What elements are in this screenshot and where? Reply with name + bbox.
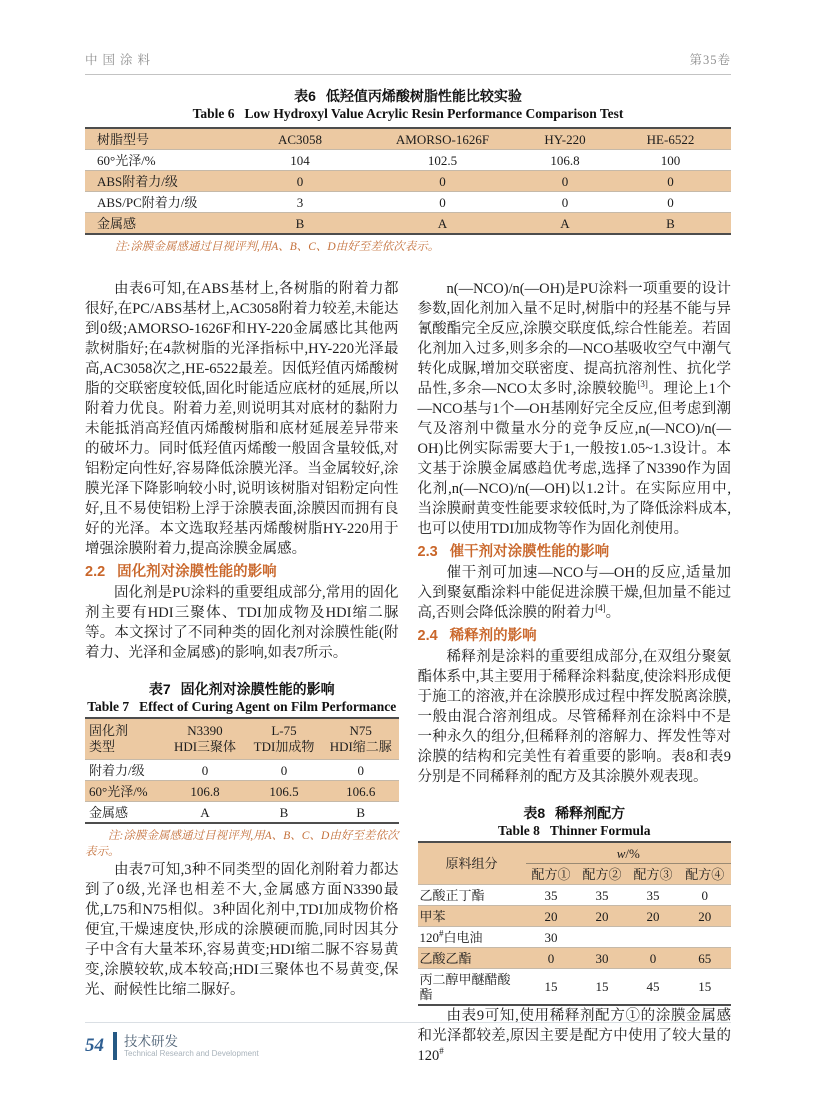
table-cell: A xyxy=(365,213,520,235)
table6-title-cn-label: 表6 xyxy=(294,88,316,104)
table-cell: 15 xyxy=(698,979,712,994)
table-cell: 0 xyxy=(365,171,520,192)
table-cell: 20 xyxy=(628,906,679,927)
table-cell: 固化剂 类型 xyxy=(85,718,165,760)
table-cell: N3390 HDI三聚体 xyxy=(165,718,245,760)
table8-title-en-text: Thinner Formula xyxy=(549,823,651,838)
table6-title-cn xyxy=(85,88,731,105)
table-cell: 106.8 xyxy=(165,781,245,802)
section-title: 稀释剂的影响 xyxy=(449,628,537,644)
running-header xyxy=(85,50,731,75)
table6-title-en xyxy=(85,105,731,122)
table6-title-en-label: Table 6 xyxy=(192,106,235,121)
table-cell: 配方① xyxy=(526,864,577,885)
table-cell: 0 xyxy=(610,171,731,192)
table-row xyxy=(418,906,732,927)
table7-titles xyxy=(85,681,399,715)
paragraph: 稀释剂是涂料的重要组成部分,在双组分聚氨酯体系中,其主要用于稀释涂料黏度,使涂料形成便于施工的溶液,并在涂膜形成过程中挥发脱离涂膜,一般由混合溶剂组成。尽管稀释剂在涂料中不是一种永久的组分,但稀释剂的溶解力、挥发性等对涂膜的结构和完美性有着重要的影响。表8和表9分别是不同稀释剂的配方及其涂膜外观表现。 xyxy=(417,649,731,785)
table-cell: ABS/PC附着力/级 xyxy=(85,192,235,213)
right-column xyxy=(418,279,732,1066)
journal-name: 中国涂料 xyxy=(85,53,156,67)
paragraph: 由表6可知,在ABS基材上,各树脂的附着力都很好,在PC/ABS基材上,AC3058附着力较差,未能达到0级;AMORSO-1626F和HY-220金属感比其他两款树脂好;在4款树脂的光泽指标中,HY-220光泽最高,AC3058次之,HE-6522最差。因低羟值丙烯酸树脂的交联密度较低,固化时能适应底材的延展,所以附着力优良。附着力差,则说明其对底材的黏附力未能抵消高羟值丙烯酸树脂和底材延展差异带来的破坏力。同时低羟值丙烯酸一般固含量较低,对铝粉定向性好,容易降低涂膜光泽。当金属较好,涂膜光泽下降影响较小时,说明该树脂对铝粉定向性好,且不易使铝粉上浮于涂膜表面,涂膜因而拥有良好的光泽。本文选取羟基丙烯酸树脂HY-220用于增强涂膜附着力,提高涂膜金属感。 xyxy=(85,281,399,557)
section-number: 2.3 xyxy=(417,544,438,560)
table-cell: HE-6522 xyxy=(610,128,731,150)
table7-title-cn xyxy=(85,681,399,698)
table6-titles xyxy=(85,88,731,122)
citation-4: [4] xyxy=(595,603,606,614)
table-cell: 60°光泽/% xyxy=(85,150,235,171)
table-cell: 106.6 xyxy=(323,781,399,802)
table-cell: A xyxy=(520,213,610,235)
table-cell: N75 HDI缩二脲 xyxy=(323,718,399,760)
table6-note: 注:涂膜金属感通过目视评判,用A、B、C、D由好至差依次表示。 xyxy=(115,241,440,253)
table7-title-en-label: Table 7 xyxy=(87,699,130,714)
table-row xyxy=(85,213,731,235)
table-cell: 0 xyxy=(526,948,577,969)
table-cell: 120#白电油 xyxy=(418,927,526,948)
table-cell xyxy=(679,927,732,948)
section-number: 2.2 xyxy=(85,564,106,580)
paragraph: 由表9可知,使用稀释剂配方①的涂膜金属感和光泽都较差,原因主要是配方中使用了较大量的120# xyxy=(417,1008,731,1064)
table-cell: 20 xyxy=(679,906,732,927)
table-cell: 60°光泽/% xyxy=(85,781,165,802)
table-cell: B xyxy=(356,804,366,820)
superscript-hash: # xyxy=(439,1046,444,1057)
body-columns xyxy=(85,279,731,1066)
table8-titles xyxy=(418,805,732,839)
footer-section-cn: 技术研发 xyxy=(124,1033,178,1049)
table-row xyxy=(85,802,399,824)
table-cell: ABS附着力/级 xyxy=(85,171,235,192)
table-cell: HY-220 xyxy=(520,128,610,150)
table6-title-cn-text: 低羟值丙烯酸树脂性能比较实验 xyxy=(325,88,522,104)
table6-header-row xyxy=(85,128,731,150)
page-content xyxy=(85,88,731,1066)
table-cell: 0 xyxy=(365,192,520,213)
table-cell: 0 xyxy=(323,760,399,781)
footer-section xyxy=(124,1034,259,1059)
section-number: 2.4 xyxy=(417,628,438,644)
table8-title-cn-text: 稀释剂配方 xyxy=(555,805,626,821)
page-number: 54 xyxy=(85,1035,104,1056)
section-heading-2-2 xyxy=(85,562,399,582)
table-row xyxy=(418,948,732,969)
table-cell: 0 xyxy=(679,885,732,906)
section-heading-2-4 xyxy=(418,626,732,646)
table-cell: 0 xyxy=(520,171,610,192)
table-cell: B xyxy=(235,213,365,235)
table-row xyxy=(85,760,399,781)
table-cell: 3 xyxy=(235,192,365,213)
table-cell: w/% xyxy=(526,842,732,864)
section-title: 催干剂对涂膜性能的影响 xyxy=(449,544,610,560)
table-cell: 15 xyxy=(595,979,609,994)
table-cell: 金属感 xyxy=(89,804,129,820)
table8-title-en-label: Table 8 xyxy=(497,823,540,838)
table-cell: 树脂型号 xyxy=(85,128,235,150)
table-row xyxy=(418,969,732,1006)
table6-title-en-text: Low Hydroxyl Value Acrylic Resin Performance Comparison Test xyxy=(244,106,624,121)
table-cell: AC3058 xyxy=(235,128,365,150)
table-cell xyxy=(628,927,679,948)
table-cell: 乙酸乙酯 xyxy=(418,948,526,969)
paragraph: n(—NCO)/n(—OH)是PU涂料一项重要的设计参数,固化剂加入量不足时,树脂中的羟基不能与异氰酸酯完全反应,涂膜交联度低,综合性能差。若固化剂加入过多,则多余的—NCO基吸收空气中潮气转化成脲,增加交联密度、提高抗溶剂性、抗化学品性,多余—NCO太多时,涂膜较脆[3]。理论上1个—NCO基与1个—OH基刚好完全反应,但考虑到潮气及溶剂中微量水分的竞争反应,n(—NCO)/n(—OH)比例实际需要大于1,一般按1.05~1.3设计。本文基于涂膜金属感趋优考虑,选择了N3390作为固化剂,n(—NCO)/n(—OH)以1.2计。在实际应用中,当涂膜耐黄变性能要求较低时,为了降低涂料成本,也可以使用TDI加成物等作为固化剂使用。 xyxy=(417,281,731,537)
table-cell: 102.5 xyxy=(365,150,520,171)
paragraph: 催干剂可加速—NCO与—OH的反应,适量加入到聚氨酯涂料中能促进涂膜干燥,但加量不能过高,否则会降低涂膜的附着力[4]。 xyxy=(417,565,731,621)
table-cell: 原料组分 xyxy=(418,842,526,885)
table-cell: 35 xyxy=(628,885,679,906)
table-cell: 30 xyxy=(526,927,577,948)
table7-title-en xyxy=(85,698,399,715)
paragraph: 由表7可知,3种不同类型的固化剂附着力都达到了0级,光泽也相差不大,金属感方面N3390最优,L75和N75相似。3种固化剂中,TDI加成物价格便宜,干燥速度快,形成的涂膜硬而脆,同时因其分子中含有大量苯环,容易黄变;HDI缩二脲不容易黄变,涂膜较软,成本较高;HDI三聚体也不易黄变,保光、耐候性比缩二脲好。 xyxy=(85,862,399,998)
table-cell: 0 xyxy=(628,948,679,969)
table-cell: 104 xyxy=(235,150,365,171)
table-cell: A xyxy=(200,804,210,820)
table7-title-cn-label: 表7 xyxy=(148,681,171,697)
paragraph: 固化剂是PU涂料的重要组成部分,常用的固化剂主要有HDI三聚体、TDI加成物及HDI缩二脲等。本文探讨了不同种类的固化剂对涂膜性能(附着力、光泽和金属感)的影响,如表7所示。 xyxy=(85,585,399,661)
table-cell: 30 xyxy=(577,948,628,969)
footer-bar xyxy=(113,1032,117,1060)
left-column xyxy=(85,279,399,1066)
table-row xyxy=(418,927,732,948)
table-cell: 15 xyxy=(544,979,558,994)
volume-label: 第35卷 xyxy=(689,53,731,67)
table-cell: AMORSO-1626F xyxy=(365,128,520,150)
table-cell: 金属感 xyxy=(85,213,235,235)
table8-header-row xyxy=(418,842,732,864)
table-row xyxy=(85,171,731,192)
table-cell: B xyxy=(610,213,731,235)
table-cell: 0 xyxy=(165,760,245,781)
table8-title-cn-label: 表8 xyxy=(523,805,546,821)
table-cell: 0 xyxy=(610,192,731,213)
table-cell: 35 xyxy=(526,885,577,906)
table-cell: 配方③ xyxy=(628,864,679,885)
table-cell: 乙酸正丁酯 xyxy=(418,885,526,906)
table6 xyxy=(85,127,731,235)
table-cell: B xyxy=(279,804,289,820)
table-cell: 106.8 xyxy=(520,150,610,171)
table7-note: 注:涂膜金属感通过目视评判,用A、B、C、D由好至差依次表示。 xyxy=(85,830,399,858)
table-cell: 35 xyxy=(577,885,628,906)
table-cell: 甲苯 xyxy=(418,906,526,927)
table-cell: 0 xyxy=(235,171,365,192)
page-footer xyxy=(85,1032,259,1060)
table-row xyxy=(85,192,731,213)
table-cell: 配方② xyxy=(577,864,628,885)
citation-3: [3] xyxy=(637,379,648,390)
table-cell: 45 xyxy=(646,979,660,994)
table-row xyxy=(85,781,399,802)
table-cell: 65 xyxy=(679,948,732,969)
table-cell: 丙二醇甲醚醋酸酯 xyxy=(419,971,511,1002)
table-cell: 100 xyxy=(610,150,731,171)
table8-title-en xyxy=(418,822,732,839)
table7 xyxy=(85,717,399,824)
section-title: 固化剂对涂膜性能的影响 xyxy=(117,564,277,580)
table7-title-en-text: Effect of Curing Agent on Film Performance xyxy=(139,699,397,714)
table-cell: 0 xyxy=(245,760,323,781)
table-row xyxy=(418,885,732,906)
table7-header-row xyxy=(85,718,399,760)
table-cell: 配方④ xyxy=(679,864,732,885)
table-cell: 0 xyxy=(520,192,610,213)
footer-rule xyxy=(85,1022,731,1023)
table-cell: 20 xyxy=(577,906,628,927)
table-cell xyxy=(577,927,628,948)
table-cell: L-75 TDI加成物 xyxy=(245,718,323,760)
table-cell: 106.5 xyxy=(245,781,323,802)
section-heading-2-3 xyxy=(418,542,732,562)
table7-title-cn-text: 固化剂对涂膜性能的影响 xyxy=(180,681,335,697)
footer-section-en: Technical Research and Development xyxy=(124,1048,259,1058)
table-cell: 附着力/级 xyxy=(85,760,165,781)
table-cell: 20 xyxy=(526,906,577,927)
table-row xyxy=(85,150,731,171)
table8 xyxy=(418,841,732,1006)
table8-title-cn xyxy=(418,805,732,822)
